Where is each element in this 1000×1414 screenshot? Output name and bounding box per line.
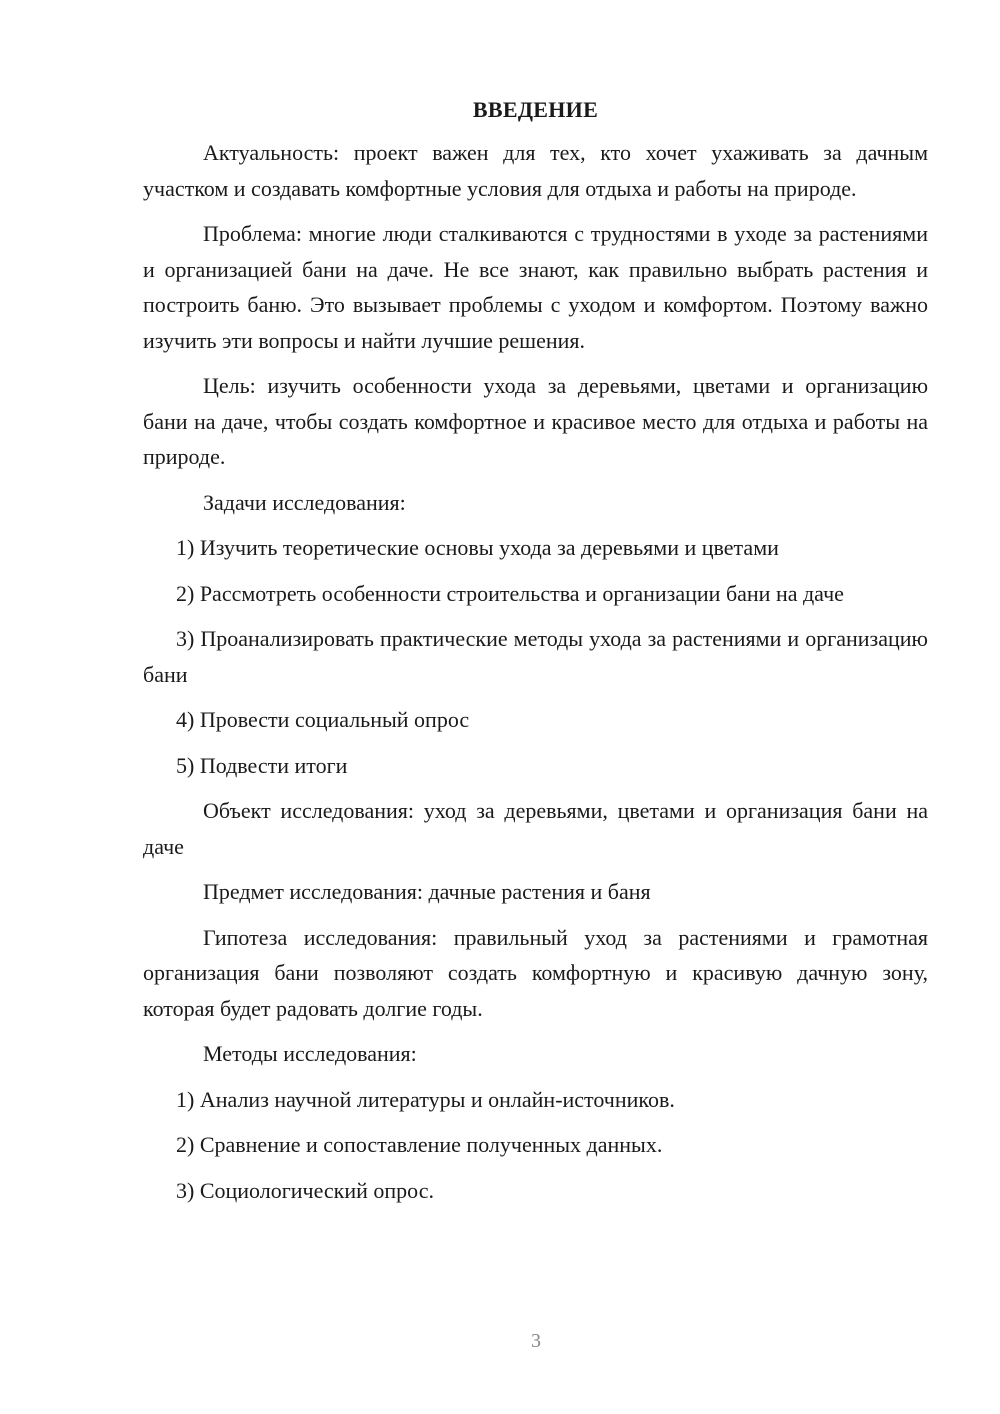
relevance-paragraph: Актуальность: проект важен для тех, кто хочет ухаживать за дачным участком и создавать комфортные условия для отдыха и работы на природе.: [143, 140, 928, 201]
tasks-heading: Задачи исследования:: [203, 489, 406, 515]
problem-paragraph: Проблема: многие люди сталкиваются с трудностями в уходе за растениями и организацией бани на даче. Не все знают, как правильно выбрать растения и построить баню. Это вызывает проблемы с уходом и комфортом. Поэтому важно изучить эти вопросы и найти лучшие решения.: [143, 221, 928, 353]
task-item-5: 5) Подвести итоги: [176, 752, 348, 778]
task-item-4: 4) Провести социальный опрос: [176, 707, 470, 732]
methods-heading: Методы исследования:: [203, 1041, 417, 1066]
task-item-1: 1) Изучить теоретические основы ухода за деревьями и цветами: [176, 535, 779, 560]
document-page: [143, 92, 928, 1218]
task-item-2: 2) Рассмотреть особенности строительства и организации бани на даче: [176, 580, 844, 606]
object-paragraph: Объект исследования: уход за деревьями, цветами и организация бани на даче: [143, 798, 928, 859]
page-number: 3: [531, 1330, 541, 1352]
section-title: ВВЕДЕНИЕ: [472, 97, 599, 122]
task-item-3: 3) Проанализировать практические методы ухода за растениями и организацию бани: [143, 626, 928, 687]
subject-paragraph: Предмет исследования: дачные растения и баня: [203, 879, 651, 904]
method-item-2: 2) Сравнение и сопоставление полученных данных.: [176, 1132, 663, 1157]
goal-paragraph: Цель: изучить особенности ухода за деревьями, цветами и организацию бани на даче, чтобы создать комфортное и красивое место для отдыха и работы на природе.: [143, 373, 928, 469]
method-item-3: 3) Социологический опрос.: [176, 1177, 434, 1203]
hypothesis-paragraph: Гипотеза исследования: правильный уход за растениями и грамотная организация бани позволяют создать комфортную и красивую дачную зону, которая будет радовать долгие годы.: [143, 924, 928, 1021]
method-item-1: 1) Анализ научной литературы и онлайн-источников.: [176, 1086, 675, 1112]
